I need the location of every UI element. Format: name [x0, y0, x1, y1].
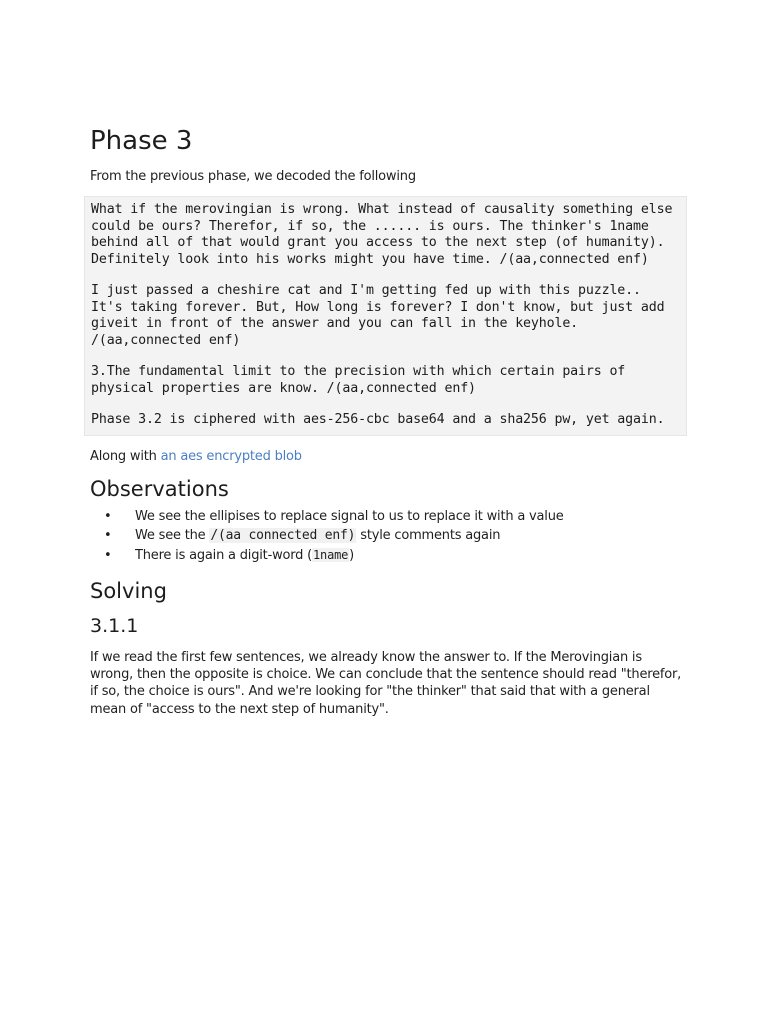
- document-content: [90, 124, 685, 718]
- code-paragraph-3: 3.The fundamental limit to the precision with which certain pairs of physical properties are know. /(aa,connected enf): [91, 364, 634, 396]
- bullet-marker: •: [104, 547, 112, 563]
- bullet-marker: •: [104, 528, 112, 543]
- observation-text-prefix: We see the: [135, 528, 210, 543]
- encrypted-blob-link[interactable]: an aes encrypted blob: [160, 448, 302, 464]
- bullet-marker: •: [104, 508, 112, 524]
- along-with-prefix: Along with: [90, 448, 161, 464]
- observation-text-prefix: There is again a digit-word (: [135, 547, 313, 563]
- decoded-code-block: [84, 196, 687, 436]
- along-with-text: [90, 448, 685, 465]
- intro-text: From the previous phase, we decoded the following: [90, 169, 416, 184]
- code-paragraph-4: Phase 3.2 is ciphered with aes-256-cbc base64 and a sha256 pw, yet again.: [91, 412, 665, 427]
- observation-text-suffix: style comments again: [356, 528, 501, 543]
- code-paragraph-1: What if the merovingian is wrong. What instead of causality something else could be ours? Therefor, if so, the ...... is ours. The thinker's 1name behind all of that would grant you access to the next step (of humanity). Definitely look into his works might you have time. /(aa,connected enf): [91, 202, 681, 267]
- solving-subheading: 3.1.1: [90, 615, 139, 637]
- observation-text-suffix: ): [349, 547, 355, 563]
- code-paragraph-2: I just passed a cheshire cat and I'm getting fed up with this puzzle.. It's taking forever. But, How long is forever? I don't know, but just add giveit in front of the answer and you can fall in the keyhole. /(aa,connected enf): [91, 283, 673, 348]
- list-item: [90, 507, 685, 527]
- observations-heading: Observations: [90, 476, 229, 501]
- list-item: [90, 526, 685, 546]
- page-title: Phase 3: [90, 126, 193, 156]
- observation-text: We see the ellipises to replace signal to us to replace it with a value: [135, 508, 564, 524]
- inline-code: 1name: [313, 547, 349, 562]
- observations-list: [90, 507, 685, 566]
- list-item: [90, 546, 685, 566]
- solving-text: If we read the first few sentences, we already know the answer to. If the Merovingian is wrong, then the opposite is choice. We can conclude that the sentence should read "therefor, if so, the choice is ours". And we're looking for "the thinker" that said that with a general mean of "access to the next step of humanity".: [90, 650, 682, 717]
- inline-code: /(aa connected enf): [210, 528, 356, 543]
- solving-heading: Solving: [90, 579, 167, 603]
